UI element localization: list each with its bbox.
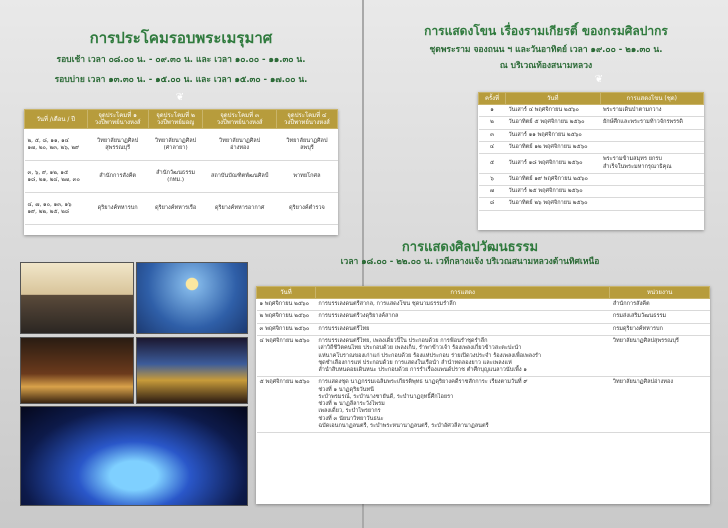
photo-khon-performance (136, 262, 248, 334)
col-header-org: หน่วยงาน (610, 287, 710, 299)
cell-no: ๓ (479, 129, 506, 141)
col-header-date: วันที่ (257, 287, 316, 299)
schedule-line-morning: รอบเช้า เวลา ๐๘.๐๐ น. - ๐๙.๓๐ น. และ เวลา ๑๐.๐๐ - ๑๑.๓๐ น. (56, 55, 306, 65)
table-row (25, 193, 338, 225)
cell-dates: ๓, ๖, ๙, ๑๒, ๑๕ ๑๘, ๒๑, ๒๔, ๒๗, ๓๐ (25, 161, 88, 193)
table-row (479, 105, 704, 117)
cell: ดุริยางค์ตำรวจ (276, 193, 337, 225)
divider-ornament-left: ❦ (175, 92, 187, 103)
col-header-date: วันที่ (506, 93, 601, 105)
cell-dates: ๒, ๕, ๘, ๑๑, ๑๔ ๑๗, ๒๐, ๒๓, ๒๖, ๒๙ (25, 129, 88, 161)
cell-show (600, 141, 704, 153)
photo-ensemble-stage (20, 262, 134, 334)
table-row (479, 117, 704, 129)
cell-no: ๔ (479, 141, 506, 153)
cell-show: พระรามเดินป่าตามกวาง (600, 105, 704, 117)
cell-show: การบรรเลงดนตรีสากล, การแสดงโขน ชุดนามธรรมรำลึก (315, 299, 609, 311)
col-header-date: วันที่ /เดือน / ปี (25, 110, 88, 129)
table-row (257, 323, 710, 335)
cell: สำนักวัฒนธรรม (กทม.) (148, 161, 203, 193)
cell-date: วันเสาร์ ๑๑ พฤศจิกายน ๒๕๖๐ (506, 129, 601, 141)
cell-show: การบรรเลงดนตรีวงดุริยางค์สากล (315, 311, 609, 323)
col-header-no: ครั้งที่ (479, 93, 506, 105)
cell-show: การบรรเลงดนตรีไทย, เพลงเดี่ยวปี่ใน ประกอบด้วย การฟ้อนรำชุดรำลึก เล่าวิถีชีวิตคนไทย ประกอบด้วย เพลงเก็บ, รำพาข้าวเจ้า ร้องเพลงเกี่ยวข้าวสะตะปะนำ แห่นาคโบราณของเก่าแก่ ประกอบด้วย ร้องแห่ประกอบ ร่ายเปิดวงประจำ ร้องเพลงเพื่อเพลงรำ ชุดชำเลืองการแห่ ประกอบด้วย การแสดงในเรือนำ ลำนำทดลองยาว และเพลงแห่ ลำนำสิบหนดอยเดินหนะ ประกอบด้วย การรำเรื่องแพนด์ปราช ตำศึกบุญแนลาวนับเพื้ง ๑ (315, 335, 609, 376)
culture-show-subtitle: เวลา ๑๘.๐๐ - ๒๒.๐๐ น. เวทีกลางแจ้ง บริเวณสนามหลวงด้านทิศเหนือ (340, 257, 600, 267)
cell-show: การบรรเลงดนตรีไทย (315, 323, 609, 335)
cell: วิทยาลัยนาฏศิลป (ศาลายา) (148, 129, 203, 161)
cell-show (600, 198, 704, 210)
schedule-line-afternoon: รอบบ่าย เวลา ๑๓.๓๐ น. - ๑๕.๐๐ น. และ เวลา ๑๕.๓๐ - ๑๗.๐๐ น. (54, 75, 308, 85)
table-row (257, 299, 710, 311)
divider-ornament-right: ❦ (594, 74, 606, 85)
col-header-show: การแสดง (315, 287, 609, 299)
photo-stage-show (136, 337, 248, 404)
cell-date: วันอาทิตย์ ๒๖ พฤศจิกายน ๒๕๖๐ (506, 198, 601, 210)
cell-org: กรมส่งเสริมวัฒนธรรม (610, 311, 710, 323)
culture-show-title: การแสดงศิลปวัฒนธรรม (401, 240, 539, 255)
table-row (257, 377, 710, 433)
photo-orchestra-concert (20, 406, 248, 506)
cell: สถาบันบัณฑิตพัฒนศิลป์ (203, 161, 276, 193)
cell-show (600, 186, 704, 198)
cell-date: ๕ พฤศจิกายน ๒๕๖๐ (257, 377, 316, 433)
cell-show (600, 173, 704, 185)
cell-no: ๕ (479, 154, 506, 174)
cell: ดุริยางค์ทหารเรือ (148, 193, 203, 225)
cell-date: วันอาทิตย์ ๑๙ พฤศจิกายน ๒๕๖๐ (506, 173, 601, 185)
cell-date: ๔ พฤศจิกายน ๒๕๖๐ (257, 335, 316, 376)
col-header-point2: จุดประโคมที่ ๒ วงปี่พาทย์มอญ (148, 110, 203, 129)
cell-org: สำนักการสังคีต (610, 299, 710, 311)
cell: วิทยาลัยนาฏศิลป ลพบุรี (276, 129, 337, 161)
photo-dance-troupe (20, 337, 134, 404)
cell-no: ๖ (479, 173, 506, 185)
table-row (479, 173, 704, 185)
table-row (479, 186, 704, 198)
col-header-point1: จุดประโคมที่ ๑ วงปี่พาทย์นางหงส์ (87, 110, 148, 129)
cell-date: วันอาทิตย์ ๑๒ พฤศจิกายน ๒๕๖๐ (506, 141, 601, 153)
table-row (479, 141, 704, 153)
col-header-point4: จุดประโคมที่ ๔ วงปี่พาทย์นางหงส์ (276, 110, 337, 129)
table-row (479, 154, 704, 174)
ceremonial-music-title: การประโคมรอบพระเมรุมาศ (89, 29, 273, 47)
cell-org: วิทยาลัยนาฏศิลปอ่างทอง (610, 377, 710, 433)
cell-no: ๒ (479, 117, 506, 129)
cell-date: วันอาทิตย์ ๕ พฤศจิกายน ๒๕๖๐ (506, 117, 601, 129)
culture-schedule-table (256, 286, 710, 504)
cell-date: วันเสาร์ ๑๘ พฤศจิกายน ๒๕๖๐ (506, 154, 601, 174)
cell: วิทยาลัยนาฏศิลป อ่างทอง (203, 129, 276, 161)
cell-show: พระรามข้ามสมุทร ยกรบ สำเร็จในพระมหากรุณาธิคุณ (600, 154, 704, 174)
cell-no: ๑ (479, 105, 506, 117)
khon-title: การแสดงโขน เรื่องรามเกียรติ์ ของกรมศิลปากร (424, 24, 668, 38)
ceremonial-schedule-table (24, 109, 338, 235)
col-header-point3: จุดประโคมที่ ๓ วงปี่พาทย์นางหงส์ (203, 110, 276, 129)
cell-show: การแสดงชุด นาฏกรรมเฉลิมพระเกียรติพุทธ นาฏดุริยางคดีราชสักการะ เรียงตามวันที่ ๙ ช่วงที่ ๑ นาฏดุริยวันทนี ระบำพรมรณ์, ระบำนางชายันดี, ระบำนาฏฤทธิ์ศึกไอยรา ช่วงที่ ๒ นาฏลีลาระวังไพรม เพลงเดี่ยว, ระบำไพรยากร ช่วงที่ ๓ นัยนาวิทยาวันธนะ ฉบัดเอนกนาฏลนตรี, ระบำพระหนานาฏลนตรี, ระบำอัศวลีลานาฏลนตรี (315, 377, 609, 433)
table-row (25, 161, 338, 193)
cell-no: ๘ (479, 198, 506, 210)
cell-dates: ๔, ๗, ๑๐, ๑๓, ๑๖ ๑๙, ๒๒, ๒๕, ๒๘ (25, 193, 88, 225)
table-row (479, 129, 704, 141)
table-row (257, 335, 710, 376)
table-row (479, 198, 704, 210)
cell-date: ๑ พฤศจิกายน ๒๕๖๐ (257, 299, 316, 311)
cell: วิทยาลัยนาฏศิลป สุพรรณบุรี (87, 129, 148, 161)
table-row (25, 129, 338, 161)
cell-show (600, 129, 704, 141)
cell-no: ๗ (479, 186, 506, 198)
table-row (257, 311, 710, 323)
cell: ดุริยางค์ทหารบก (87, 193, 148, 225)
cell-org: กรมดุริยางค์ทหารบก (610, 323, 710, 335)
col-header-show: การแสดงโขน (ชุด) (600, 93, 704, 105)
cell-date: ๓ พฤศจิกายน ๒๕๖๐ (257, 323, 316, 335)
khon-schedule-table (478, 92, 704, 230)
cell-org: วิทยาลัยนาฏศิลปสุพรรณบุรี (610, 335, 710, 376)
cell-date: วันเสาร์ ๔ พฤศจิกายน ๒๕๖๐ (506, 105, 601, 117)
khon-subtitle-line2: ชุดพระราม จองถนน ฯ และวันอาทิตย์ เวลา ๑๙.๐๐ - ๒๑.๓๐ น. (429, 45, 663, 55)
cell: ดุริยางค์ทหารอากาศ (203, 193, 276, 225)
cell: พาทยโกศล (276, 161, 337, 193)
cell-show: ยักษ์ศึกและพระรามท้าวจักรพรรดิ (600, 117, 704, 129)
cell: สำนักการสังคีต (87, 161, 148, 193)
cell-date: ๒ พฤศจิกายน ๒๕๖๐ (257, 311, 316, 323)
cell-date: วันเสาร์ ๒๕ พฤศจิกายน ๒๕๖๐ (506, 186, 601, 198)
khon-subtitle-line3: ณ บริเวณท้องสนามหลวง (499, 61, 593, 71)
